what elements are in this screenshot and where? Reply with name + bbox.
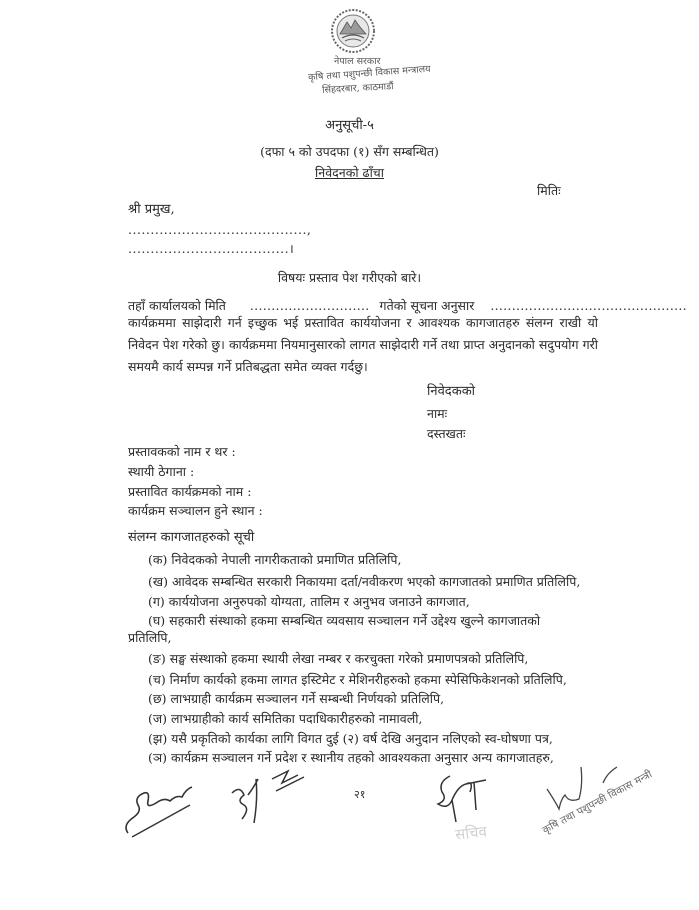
salutation: श्री प्रमुख, [128, 202, 175, 217]
addressee-line-2: ....................................। [128, 241, 295, 256]
attachment-item: (च) निर्माण कार्यको हकमा लागत इस्टिमेट र मेशिनरीहरुको हकमा स्पेसिफिकेशनको प्रतिलिपि, [148, 672, 567, 687]
attachment-item: (ङ) सङ्घ संस्थाको हकमा स्थायी लेखा नम्बर र करचुक्ता गरेको प्रमाणपत्रको प्रतिलिपि, [148, 651, 529, 666]
attachment-item: (झ) यसै प्रकृतिको कार्यका लागि विगत दुई (२) वर्ष देखि अनुदान नलिएको स्व-घोषणा पत्र, [148, 731, 553, 746]
body-paragraph: कार्यक्रममा साझेदारी गर्न इच्छुक भई प्रस्तावित कार्ययोजना र आवश्यक कागजातहरु संलग्न राखी यो निवेदन पेश गरेको छु। कार्यक्रममा नियमानुसारको लागत साझेदारी गर्ने तथा प्राप्त अनुदानको सदुपयोग गरी समयमै कार्य सम्पन्न गर्ने प्रतिबद्धता समेत व्यक्त गर्दछु। [128, 315, 598, 374]
signature-3-icon [268, 765, 308, 795]
letterhead-line-1: नेपाल सरकार [334, 56, 381, 67]
attachment-item: (ज) लाभग्राहीको कार्य समितिका पदाधिकारीहरुको नामावली, [148, 711, 423, 726]
page-number: २१ [354, 788, 366, 801]
applicant-signature-label: दस्तखतः [427, 426, 466, 441]
attachment-item-continuation: प्रतिलिपि, [128, 630, 172, 645]
proposer-name-field: प्रस्तावकको नाम र थर : [128, 444, 236, 459]
form-title: निवेदनको ढाँचा [315, 165, 384, 180]
ministry-stamp: कृषि तथा पशुपन्छी विकास मन्त्री [540, 768, 655, 837]
signature-4-icon [430, 770, 490, 825]
faint-secretary-stamp: सचिव [454, 822, 488, 844]
signature-1-icon [120, 775, 200, 840]
schedule-heading: अनुसूची-५ [325, 118, 374, 133]
office-blank: .............................................. [490, 298, 687, 313]
subject-line: विषयः प्रस्ताव पेश गरीएको बारे। [277, 270, 422, 285]
permanent-address-field: स्थायी ठेगाना : [128, 464, 195, 479]
attachment-item: (छ) लाभग्राही कार्यक्रम सञ्चालन गर्ने सम्बन्धी निर्णयको प्रतिलिपि, [148, 691, 445, 706]
program-location-field: कार्यक्रम सञ्चालन हुने स्थान : [128, 503, 263, 518]
applicant-name-label: नामः [427, 406, 448, 421]
applicant-heading: निवेदकको [427, 384, 476, 399]
program-name-field: प्रस्तावित कार्यक्रमको नाम : [128, 484, 252, 499]
attachment-item: (ञ) कार्यक्रम सञ्चालन गर्ने प्रदेश र स्थानीय तहको आवश्यकता अनुसार अन्य कागजातहरु, [148, 750, 554, 765]
date-blank: ............................ [249, 298, 370, 313]
attachment-item: (ग) कार्ययोजना अनुरुपको योग्यता, तालिम र अनुभव जनाउने कागजात, [148, 594, 470, 609]
body-text-a: तहाँ कार्यालयको मिति [128, 298, 226, 313]
date-label: मितिः [537, 183, 561, 198]
government-emblem-icon [330, 8, 376, 54]
attachments-heading: संलग्न कागजातहरुको सूची [128, 530, 255, 545]
body-text-b: गतेको सूचना अनुसार [379, 298, 475, 313]
schedule-reference: (दफा ५ को उपदफा (१) सँग सम्बन्धित) [260, 144, 439, 159]
attachment-item: (ख) आवेदक सम्बन्धित सरकारी निकायमा दर्ता/नवीकरण भएको कागजातको प्रमाणित प्रतिलिपि, [148, 574, 581, 589]
attachment-item: (क) निवेदकको नेपाली नागरीकताको प्रमाणित प्रतिलिपि, [148, 552, 402, 567]
signature-2-icon [228, 775, 268, 830]
letterhead [300, 2, 432, 102]
attachment-item: (घ) सहकारी संस्थाको हकमा सम्बन्धित व्यवसाय सञ्चालन गर्ने उद्देश्य खुल्ने कागजातको [148, 613, 541, 628]
body-first-line [128, 298, 687, 313]
addressee-line-1: ........................................, [128, 222, 312, 237]
letterhead-line-3: सिंहदरबार, काठमाडौं [321, 81, 394, 96]
letterhead-line-2: कृषि तथा पशुपन्छी विकास मन्त्रालय [307, 63, 432, 84]
